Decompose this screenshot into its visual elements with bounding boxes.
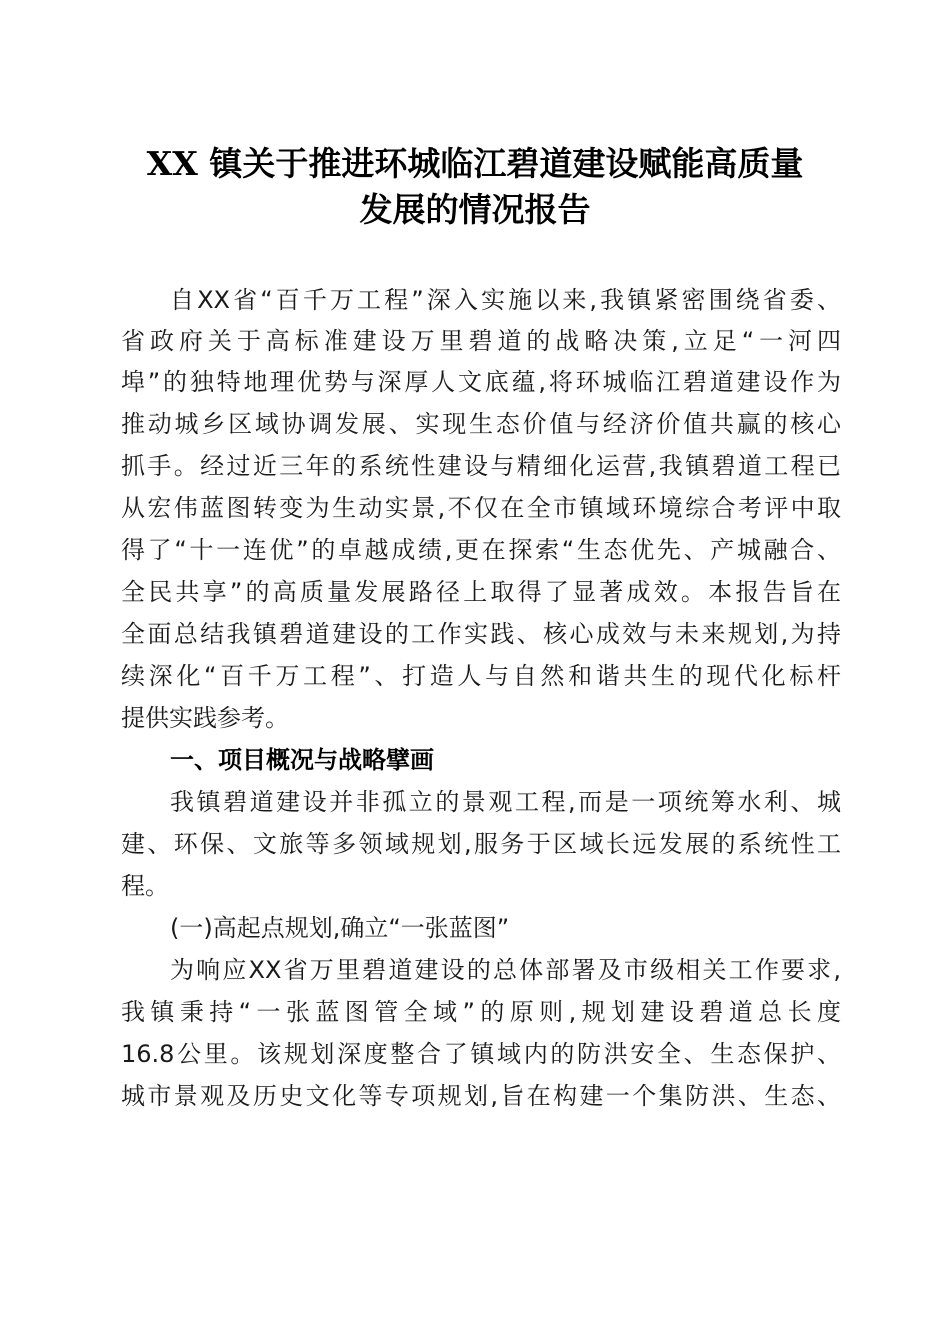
intro-paragraph-line: 省政府关于高标准建设万里碧道的战略决策,立足“一河四 [121, 327, 841, 355]
subsection-heading: (一)高起点规划,确立“一张蓝图” [170, 914, 510, 942]
intro-paragraph-line: 推动城乡区域协调发展、实现生态价值与经济价值共赢的核心 [121, 410, 841, 438]
document-title-line-1: XX 镇关于推进环城临江碧道建设赋能高质量 [146, 144, 804, 183]
document-title-line-2: 发展的情况报告 [359, 190, 591, 229]
intro-paragraph-line: 自XX省“百千万工程”深入实施以来,我镇紧密围绕省委、 [170, 286, 841, 314]
intro-paragraph-line: 从宏伟蓝图转变为生动实景,不仅在全市镇域环境综合考评中取 [121, 494, 841, 522]
intro-paragraph-line: 抓手。经过近三年的系统性建设与精细化运营,我镇碧道工程已 [121, 452, 841, 480]
subsection-paragraph-line: 城市景观及历史文化等专项规划,旨在构建一个集防洪、生态、 [121, 1082, 841, 1110]
section-paragraph-line: 我镇碧道建设并非孤立的景观工程,而是一项统筹水利、城 [170, 788, 841, 816]
subsection-paragraph-line: 为响应XX省万里碧道建设的总体部署及市级相关工作要求, [170, 956, 841, 984]
intro-paragraph-line: 全民共享”的高质量发展路径上取得了显著成效。本报告旨在 [121, 578, 841, 606]
intro-paragraph-line: 埠”的独特地理优势与深厚人文底蕴,将环城临江碧道建设作为 [121, 368, 841, 396]
subsection-paragraph-line: 我镇秉持“一张蓝图管全域”的原则,规划建设碧道总长度 [121, 998, 841, 1026]
section-paragraph-line: 建、环保、文旅等多领域规划,服务于区域长远发展的系统性工 [121, 830, 841, 858]
section-heading: 一、项目概况与战略擘画 [170, 746, 434, 774]
intro-paragraph-line: 得了“十一连优”的卓越成绩,更在探索“生态优先、产城融合、 [121, 536, 841, 564]
section-paragraph-line: 程。 [121, 872, 169, 900]
intro-paragraph-line: 全面总结我镇碧道建设的工作实践、核心成效与未来规划,为持 [121, 620, 841, 648]
intro-paragraph-line: 续深化“百千万工程”、打造人与自然和谐共生的现代化标杆 [121, 662, 841, 690]
subsection-paragraph-line: 16.8公里。该规划深度整合了镇域内的防洪安全、生态保护、 [121, 1040, 841, 1068]
intro-paragraph-line: 提供实践参考。 [121, 704, 289, 732]
